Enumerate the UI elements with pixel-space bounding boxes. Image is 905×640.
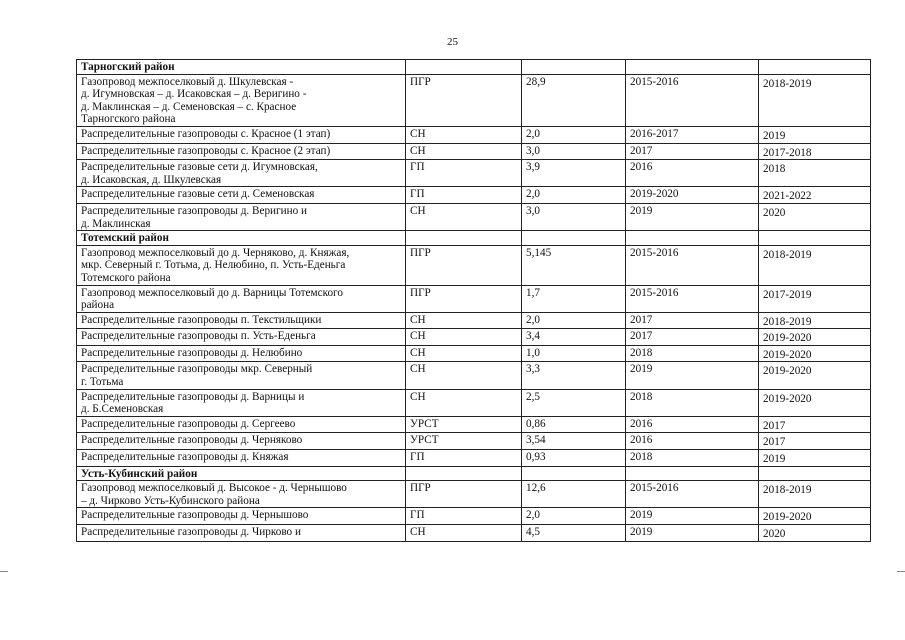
period-start-cell: 2019 [626,525,759,542]
empty-cell [626,60,759,75]
pipeline-type-cell: ПГР [406,74,522,126]
table-row [77,450,871,467]
period-start-cell: 2017 [626,143,759,160]
period-start-cell: 2015-2016 [626,481,759,508]
empty-cell [406,60,522,75]
pipeline-type-cell: ГП [406,508,522,525]
region-header-row [77,466,871,481]
empty-cell [759,466,871,481]
pipeline-type-cell: СН [406,389,522,416]
period-start-cell: 2019 [626,508,759,525]
table-row [77,285,871,312]
period-end-cell: 2019-2020 [759,508,871,525]
period-end-cell: 2017-2019 [759,285,871,312]
empty-cell [522,231,626,246]
period-end-cell: 2018-2019 [759,245,871,285]
pipeline-type-cell: СН [406,345,522,362]
object-name-cell: Распределительные газопроводы д. Черняково [77,433,406,450]
period-start-cell: 2018 [626,389,759,416]
length-cell: 0,86 [522,416,626,433]
period-end-cell: 2017-2018 [759,143,871,160]
pipeline-type-cell: СН [406,143,522,160]
table-row [77,126,871,143]
left-edge-mark [0,571,8,572]
table-row [77,187,871,204]
period-end-cell: 2019-2020 [759,389,871,416]
period-start-cell: 2017 [626,312,759,329]
period-end-cell: 2018-2019 [759,312,871,329]
period-start-cell: 2019 [626,362,759,389]
table-row [77,389,871,416]
period-end-cell: 2019 [759,450,871,467]
period-start-cell: 2016-2017 [626,126,759,143]
table-body [77,60,871,542]
object-name-cell: Распределительные газопроводы мкр. Северный г. Тотьма [77,362,406,389]
length-cell: 5,145 [522,245,626,285]
period-end-cell: 2019 [759,126,871,143]
length-cell: 1,0 [522,345,626,362]
table-row [77,508,871,525]
pipeline-type-cell: УРСТ [406,416,522,433]
period-end-cell: 2019-2020 [759,362,871,389]
pipeline-type-cell: УРСТ [406,433,522,450]
object-name-cell: Распределительные газопроводы с. Красное (1 этап) [77,126,406,143]
pipeline-type-cell: СН [406,126,522,143]
period-end-cell: 2017 [759,433,871,450]
length-cell: 3,3 [522,362,626,389]
period-start-cell: 2018 [626,450,759,467]
object-name-cell: Распределительные газовые сети д. Семеновская [77,187,406,204]
object-name-cell: Газопровод межпоселковый до д. Варницы Тотемского района [77,285,406,312]
object-name-cell: Распределительные газопроводы д. Веригино и д. Маклинская [77,203,406,230]
object-name-cell: Газопровод межпоселковый д. Высокое - д. Чернышово – д. Чирково Усть-Кубинского района [77,481,406,508]
period-start-cell: 2015-2016 [626,245,759,285]
table-row [77,245,871,285]
period-start-cell: 2019 [626,203,759,230]
period-end-cell: 2020 [759,203,871,230]
table-row [77,312,871,329]
object-name-cell: Распределительные газопроводы д. Княжая [77,450,406,467]
empty-cell [759,231,871,246]
period-end-cell: 2019-2020 [759,329,871,346]
length-cell: 3,54 [522,433,626,450]
object-name-cell: Распределительные газопроводы д. Сергеево [77,416,406,433]
length-cell: 3,4 [522,329,626,346]
table-row [77,362,871,389]
object-name-cell: Распределительные газопроводы д. Чернышово [77,508,406,525]
period-start-cell: 2015-2016 [626,285,759,312]
length-cell: 12,6 [522,481,626,508]
length-cell: 3,9 [522,160,626,187]
length-cell: 28,9 [522,74,626,126]
pipeline-type-cell: СН [406,362,522,389]
region-header-row [77,231,871,246]
period-end-cell: 2020 [759,525,871,542]
pipeline-type-cell: ПГР [406,245,522,285]
object-name-cell: Распределительные газопроводы д. Чирково и [77,525,406,542]
empty-cell [626,466,759,481]
object-name-cell: Распределительные газопроводы д. Нелюбино [77,345,406,362]
gas-pipeline-table [76,59,871,542]
object-name-cell: Газопровод межпоселковый до д. Черняково, д. Княжая, мкр. Северный г. Тотьма, д. Нелюбино, п. Усть-Еденьга Тотемского района [77,245,406,285]
pipeline-type-cell: СН [406,525,522,542]
table-row [77,329,871,346]
period-end-cell: 2021-2022 [759,187,871,204]
object-name-cell: Распределительные газопроводы п. Текстильщики [77,312,406,329]
period-start-cell: 2018 [626,345,759,362]
empty-cell [626,231,759,246]
pipeline-type-cell: ГП [406,450,522,467]
period-end-cell: 2017 [759,416,871,433]
pipeline-type-cell: СН [406,312,522,329]
length-cell: 1,7 [522,285,626,312]
period-start-cell: 2017 [626,329,759,346]
object-name-cell: Распределительные газовые сети д. Игумновская, д. Исаковская, д. Шкулевская [77,160,406,187]
pipeline-type-cell: ГП [406,160,522,187]
right-edge-mark [897,571,905,572]
length-cell: 2,0 [522,187,626,204]
period-end-cell: 2018-2019 [759,74,871,126]
period-end-cell: 2018 [759,160,871,187]
length-cell: 2,0 [522,508,626,525]
period-start-cell: 2016 [626,160,759,187]
empty-cell [406,466,522,481]
object-name-cell: Распределительные газопроводы с. Красное (2 этап) [77,143,406,160]
table-row [77,416,871,433]
table-row [77,481,871,508]
object-name-cell: Распределительные газопроводы п. Усть-Еденьга [77,329,406,346]
table-row [77,74,871,126]
empty-cell [522,466,626,481]
pipeline-type-cell: ПГР [406,285,522,312]
object-name-cell: Газопровод межпоселковый д. Шкулевская - д. Игумновская – д. Исаковская – д. Веригино - д. Маклинская – д. Семеновская – с. Красное Тарногского района [77,74,406,126]
period-end-cell: 2019-2020 [759,345,871,362]
page-number: 25 [447,36,458,48]
pipeline-type-cell: ГП [406,187,522,204]
period-end-cell: 2018-2019 [759,481,871,508]
table-row [77,143,871,160]
object-name-cell: Распределительные газопроводы д. Варницы и д. Б.Семеновская [77,389,406,416]
length-cell: 2,0 [522,312,626,329]
period-start-cell: 2016 [626,416,759,433]
length-cell: 4,5 [522,525,626,542]
region-header-row [77,60,871,75]
region-name: Усть-Кубинский район [77,466,406,481]
period-start-cell: 2019-2020 [626,187,759,204]
length-cell: 2,0 [522,126,626,143]
region-name: Тарногский район [77,60,406,75]
length-cell: 0,93 [522,450,626,467]
empty-cell [759,60,871,75]
pipeline-type-cell: ПГР [406,481,522,508]
pipeline-type-cell: СН [406,329,522,346]
region-name: Тотемский район [77,231,406,246]
length-cell: 2,5 [522,389,626,416]
length-cell: 3,0 [522,203,626,230]
empty-cell [406,231,522,246]
period-start-cell: 2015-2016 [626,74,759,126]
table-row [77,160,871,187]
table-row [77,345,871,362]
table-row [77,525,871,542]
empty-cell [522,60,626,75]
table-row [77,433,871,450]
length-cell: 3,0 [522,143,626,160]
table-row [77,203,871,230]
period-start-cell: 2016 [626,433,759,450]
pipeline-type-cell: СН [406,203,522,230]
